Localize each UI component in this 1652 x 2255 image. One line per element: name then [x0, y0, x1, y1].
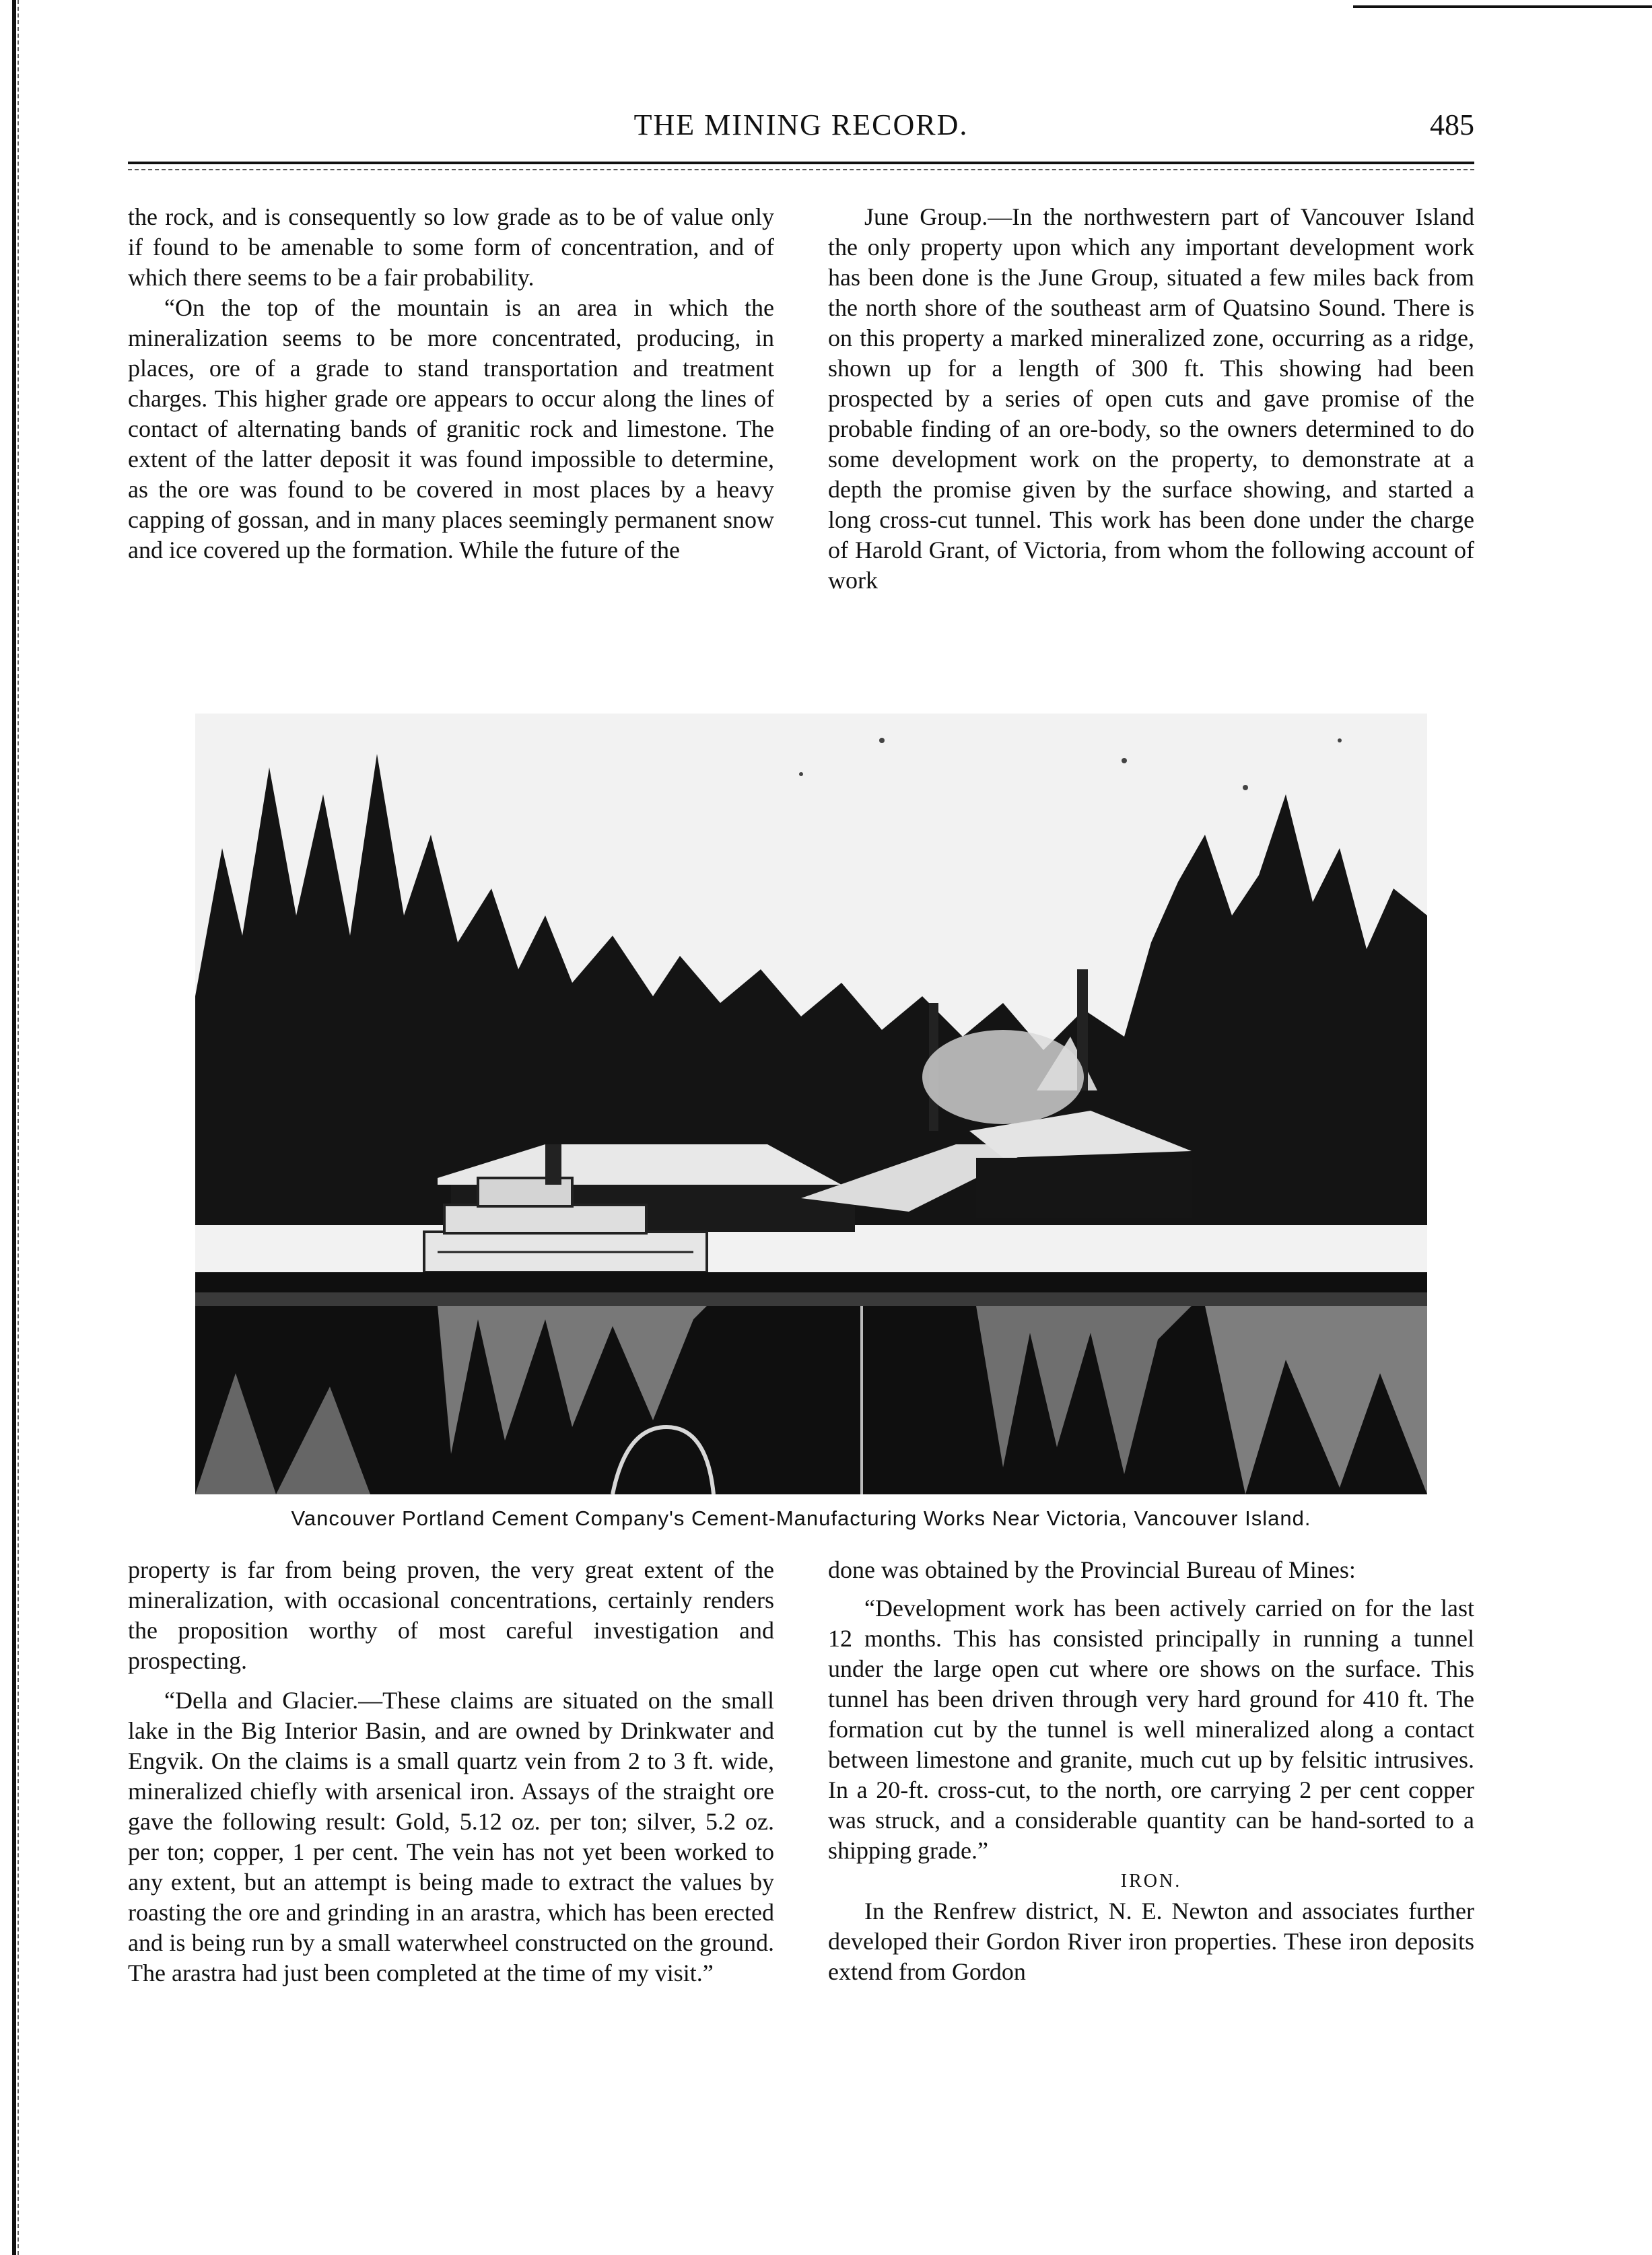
- left-column-bottom: [128, 1555, 774, 2215]
- paragraph: “Development work has been actively carried on for the last 12 months. This has consisted principally in running a tunnel under the large open cut where ore shows on the surface. This tunnel has been driven through very hard ground for 410 ft. The formation cut by the tunnel is well mineralized along a contact between limestone and granite, much cut up by felsitic intrusives. In a 20-ft. cross-cut, to the north, ore carrying 2 per cent copper was struck, and a considerable quantity can be hand-sorted to a shipping grade.”: [828, 1595, 1474, 1864]
- paragraph: done was obtained by the Provincial Bureau of Mines:: [828, 1556, 1356, 1583]
- header-rule: [128, 162, 1474, 164]
- paragraph: June Group.—In the northwestern part of Vancouver Island the only property upon which any important development work has been done is the June Group, situated a few miles back from the north shore of the southeast arm of Quatsino Sound. There is on this property a marked mineralized zone, occurring as a ridge, shown up for a length of 300 ft. This showing had been prospected by a series of open cuts and gave promise of the probable finding of an ore-body, so the owners determined to do some development work on the property, to demonstrate at a depth the promise given by the surface showing, and started a long cross-cut tunnel. This work has been done under the charge of Harold Grant, of Victoria, from whom the following account of work: [828, 203, 1474, 594]
- running-title: THE MINING RECORD.: [633, 108, 969, 141]
- paragraph: property is far from being proven, the very great extent of the mineralization, with occasional concentrations, certainly renders the proposition worthy of most careful investigation and prospecting.: [128, 1556, 774, 1674]
- page-number: 485: [1430, 108, 1474, 141]
- right-column-top: [828, 202, 1474, 666]
- figure-caption: Vancouver Portland Cement Company's Cement-Manufacturing Works Near Victoria, Vancouver Island.: [291, 1506, 1311, 1530]
- header-rule-dashed: [128, 169, 1474, 170]
- paragraph: “On the top of the mountain is an area in which the mineralization seems to be more concentrated, producing, in places, ore of a grade to stand transportation and treatment charges. This higher grade ore appears to occur along the lines of contact of alternating bands of granitic rock and limestone. The extent of the latter deposit it was found impossible to determine, as the ore was found to be covered in most places by a heavy capping of gossan, and in many places seemingly permanent snow and ice covered up the formation. While the future of the: [128, 294, 774, 563]
- right-column-bottom: [828, 1555, 1474, 2215]
- page-header: [128, 101, 1474, 162]
- section-heading-iron: IRON.: [1120, 1871, 1182, 1892]
- cement-works-photograph: [195, 714, 1427, 1494]
- paragraph: the rock, and is consequently so low grade as to be of value only if found to be amenable to some form of concentration, and of which there seems to be a fair probability.: [128, 203, 774, 291]
- paragraph: “Della and Glacier.—These claims are situated on the small lake in the Big Interior Basin, and are owned by Drinkwater and Engvik. On the claims is a small quartz vein from 2 to 3 ft. wide, mineralized chiefly with arsenical iron. Assays of the straight ore gave the following result: Gold, 5.12 oz. per ton; silver, 5.2 oz. per ton; copper, 1 per cent. The vein has not yet been worked to any extent, but an attempt is being made to extract the values by roasting the ore and grinding in an arastra, which has been erected and is being run by a small waterwheel constructed on the ground. The arastra had just been completed at the time of my visit.”: [128, 1687, 774, 1986]
- left-column-top: [128, 202, 774, 666]
- paragraph: In the Renfrew district, N. E. Newton and associates further developed their Gordon River iron properties. These iron deposits extend from Gordon: [828, 1898, 1474, 1985]
- photo-illustration: [195, 714, 1427, 1494]
